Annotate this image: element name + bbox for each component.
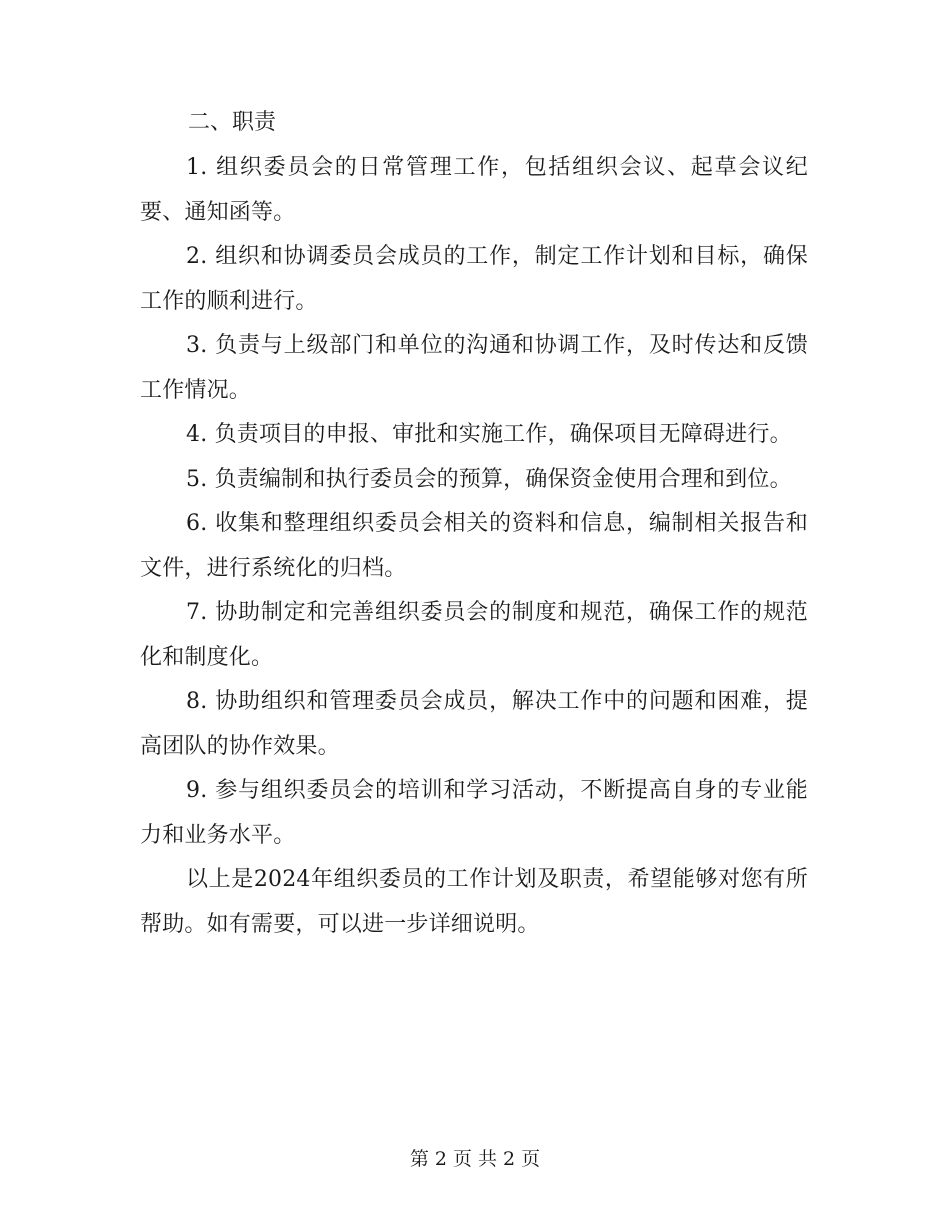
duty-item-3: 3. 负责与上级部门和单位的沟通和协调工作，及时传达和反馈工作情况。	[140, 333, 808, 403]
duty-item-9: 9. 参与组织委员会的培训和学习活动，不断提高自身的专业能力和业务水平。	[140, 778, 808, 848]
duty-item-8: 8. 协助组织和管理委员会成员，解决工作中的问题和困难，提高团队的协作效果。	[140, 689, 808, 759]
section-heading: 二、职责	[188, 110, 277, 135]
duty-item-6: 6. 收集和整理组织委员会相关的资料和信息，编制相关报告和文件，进行系统化的归档。	[140, 511, 808, 581]
closing-paragraph: 以上是2024年组织委员的工作计划及职责，希望能够对您有所帮助。如有需要，可以进一步详细说明。	[140, 867, 808, 937]
duty-item-1: 1. 组织委员会的日常管理工作，包括组织会议、起草会议纪要、通知函等。	[140, 155, 808, 225]
page-number-footer: 第 2 页 共 2 页	[409, 1148, 541, 1170]
duty-item-7: 7. 协助制定和完善组织委员会的制度和规范，确保工作的规范化和制度化。	[140, 600, 808, 670]
document-body	[140, 100, 808, 947]
duty-item-4: 4. 负责项目的申报、审批和实施工作，确保项目无障碍进行。	[186, 422, 792, 447]
duty-item-2: 2. 组织和协调委员会成员的工作，制定工作计划和目标，确保工作的顺利进行。	[140, 244, 808, 314]
duty-item-5: 5. 负责编制和执行委员会的预算，确保资金使用合理和到位。	[186, 466, 792, 492]
